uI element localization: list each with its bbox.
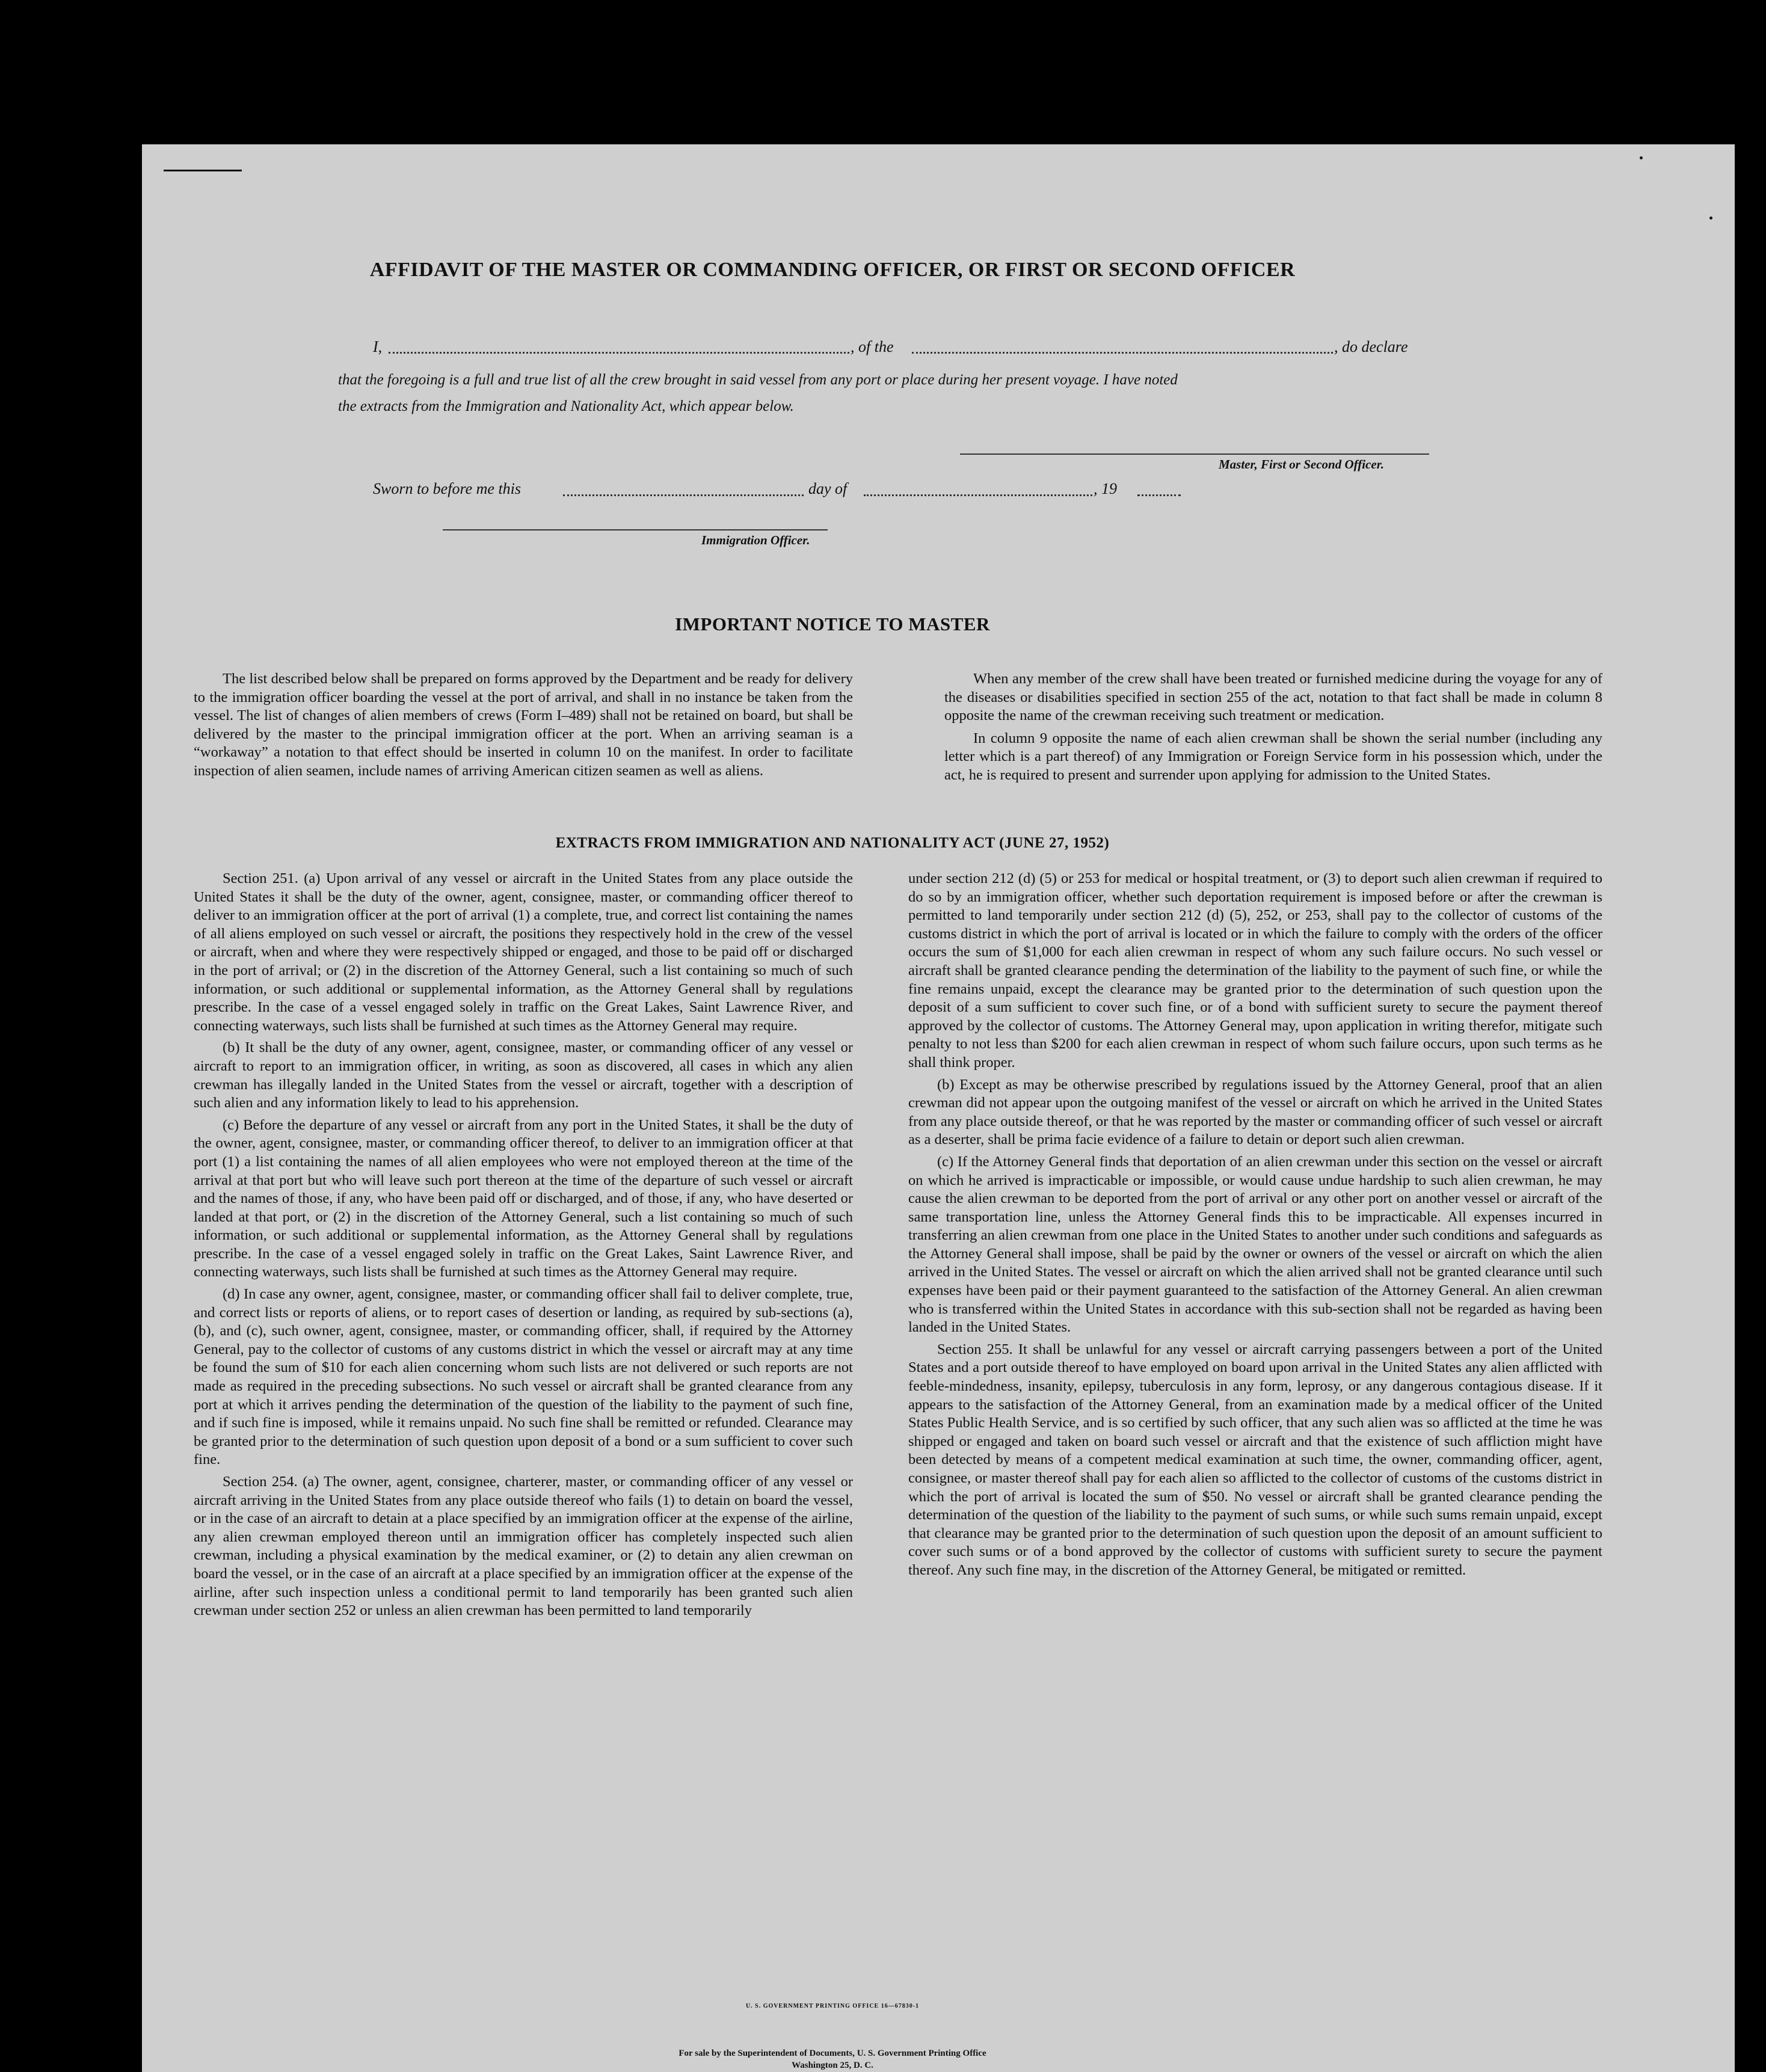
sworn-month-field[interactable]: [864, 494, 1092, 496]
sworn-day-field[interactable]: [563, 494, 804, 496]
declaration-line-2: the extracts from the Immigration and Nationality Act, which appear below.: [338, 398, 794, 414]
notice-left-column: [194, 670, 853, 781]
vessel-field[interactable]: [912, 352, 1333, 354]
notice-paragraph: The list described below shall be prepared on forms approved by the Department and be ready for delivery to the immigration officer boarding the vessel at the port of arrival, and shall in no instance be taken from the vessel. The list of changes of alien members of crews (Form I–489) shall not be retained on board, but shall be delivered by the master to the principal immigration officer at the port. When an arriving seaman is a “workaway” a notation to that effect should be inserted in column 10 on the manifest. In order to facilitate inspection of alien seamen, include names of arriving American citizen seamen as well as aliens.: [194, 671, 853, 779]
master-signature-line[interactable]: [960, 453, 1429, 455]
scan-mark: [164, 170, 242, 171]
notice-paragraph: In column 9 opposite the name of each alien crewman shall be shown the serial number (including any letter which is a part thereof) of any Immigration or Foreign Service form in his possession which, under the act, he is required to present and surrender upon applying for admission to the United States.: [944, 730, 1602, 783]
year-label: , 19: [1094, 480, 1117, 497]
extracts-right-column: [908, 870, 1602, 1580]
affidavit-page: [142, 144, 1735, 2072]
sworn-year-field[interactable]: [1137, 494, 1181, 496]
extracts-title: EXTRACTS FROM IMMIGRATION AND NATIONALITY ACT (JUNE 27, 1952): [555, 835, 1110, 851]
scan-speck: [1709, 217, 1712, 220]
day-of-label: day of: [808, 480, 848, 497]
gpo-imprint: U. S. GOVERNMENT PRINTING OFFICE 16—67830-1: [745, 2003, 920, 2009]
sale-notice-line-2: Washington 25, D. C.: [792, 2061, 873, 2070]
section-251d: (d) In case any owner, agent, consignee, master, or commanding officer shall fail to deliver complete, true, and correct lists or reports of aliens, or to report cases of desertion or landing, as required by sub-sections (a), (b), and (c), such owner, agent, consignee, master, or commanding officer, shall, if required by the Attorney General, pay to the collector of customs of any customs district in which the vessel or aircraft may at any time be found the sum of $10 for each alien concerning whom such lists are not delivered or such reports are not made as required in the preceding subsections. No such vessel or aircraft shall be granted clearance from any port at which it arrives pending the determination of the question of the liability to the payment of such fine, and if such fine is imposed, while it remains unpaid. No such fine shall be remitted or refunded. Clearance may be granted prior to the determination of such question upon deposit of a bond or a sum sufficient to cover such fine.: [194, 1286, 853, 1468]
section-251c: (c) Before the departure of any vessel or aircraft from any port in the United States, it shall be the duty of the owner, agent, consignee, master, or commanding officer thereof, to deliver to an immigration officer at that port (1) a list containing the names of all alien employees who were not employed thereon at the time of the arrival at that port but who will leave such port thereon at the time of the departure of such vessel or aircraft and the names of those, if any, who have been paid off or discharged, and of those, if any, who have deserted or landed at that port, or (2) in the discretion of the Attorney General, such a list containing so much of such information, or such additional or supplemental information, as the Attorney General shall by regulations prescribe. In the case of a vessel engaged solely in traffic on the Great Lakes, Saint Lawrence River, and connecting waterways, such lists shall be furnished at such times as the Attorney General may require.: [194, 1116, 853, 1280]
sworn-label: Sworn to before me this: [373, 480, 521, 497]
section-254b: (b) Except as may be otherwise prescribed by regulations issued by the Attorney General, proof that an alien crewman did not appear upon the outgoing manifest of the vessel or aircraft on which he arrived in the United States from any place outside thereof, or that he was reported by the master or commanding officer of such vessel or aircraft as a deserter, shall be prima facie evidence of a failure to detain or deport such alien crewman.: [908, 1076, 1602, 1148]
scan-speck: [1640, 156, 1643, 159]
officer-label: Immigration Officer.: [701, 533, 810, 547]
section-254a-continued: under section 212 (d) (5) or 253 for medical or hospital treatment, or (3) to deport such alien crewman if required to do so by an immigration officer, whether such deportation requirement is imposed before or after the crewman is permitted to land temporarily under section 212 (d) (5), 252, or 253, shall pay to the collector of customs of the customs district in which the port of arrival is located or in which the failure to comply with the orders of the officer occurs the sum of $1,000 for each alien crewman in respect of whom any such failure occurs. No such vessel or aircraft shall be granted clearance pending the determination of the liability to the payment of such fine, or while the fine remains unpaid, except the clearance may be granted prior to the determination of such question upon the deposit of a sum sufficient to cover such fine, or of a bond with sufficient surety to secure the payment thereof approved by the collector of customs. The Attorney General may, upon application in writing therefor, mitigate such penalty to not less than $200 for each alien crewman in respect of whom such failure occurs, upon such terms as he shall think proper.: [908, 870, 1602, 1071]
master-label: Master, First or Second Officer.: [1219, 457, 1384, 472]
do-declare-label: , do declare: [1334, 338, 1408, 355]
declaration-line-1: that the foregoing is a full and true list of all the crew brought in said vessel from any port or place during her present voyage. I have noted: [338, 372, 1178, 388]
notice-paragraph: When any member of the crew shall have been treated or furnished medicine during the voyage for any of the diseases or disabilities specified in section 255 of the act, notation to that fact shall be made in column 8 opposite the name of the crewman receiving such treatment or medication.: [944, 671, 1602, 724]
affidavit-title: AFFIDAVIT OF THE MASTER OR COMMANDING OFFICER, OR FIRST OR SECOND OFFICER: [369, 259, 1296, 281]
sale-notice-line-1: For sale by the Superintendent of Documents, U. S. Government Printing Office: [678, 2049, 986, 2058]
notice-right-column: [944, 670, 1602, 785]
notice-title: IMPORTANT NOTICE TO MASTER: [675, 613, 990, 635]
section-254a: Section 254. (a) The owner, agent, consignee, charterer, master, or commanding officer of any vessel or aircraft arriving in the United States from any place outside thereof who fails (1) to detain on board the vessel, or in the case of an aircraft to detain at a place specified by an immigration officer at the expense of the airline, any alien crewman employed thereon until an immigration officer has completely inspected such alien crewman, including a physical examination by the medical examiner, or (2) to detain any alien crewman on board the vessel, or in the case of an aircraft at a place specified by an immigration officer at the expense of the airline, after such inspection unless a conditional permit to land temporarily has been granted such alien crewman under section 252 or unless an alien crewman has been permitted to land temporarily: [194, 1474, 853, 1619]
section-251a: Section 251. (a) Upon arrival of any vessel or aircraft in the United States from any place outside the United States it shall be the duty of the owner, agent, consignee, master, or commanding officer thereof to deliver to an immigration officer at the port of arrival (1) a complete, true, and correct list containing the names of all aliens employed on such vessel or aircraft, the positions they respectively hold in the crew of the vessel or aircraft, when and where they were respectively shipped or engaged, and those to be paid off or discharged in the port of arrival; or (2) in the discretion of the Attorney General, such a list containing so much of such information, or such additional or supplemental information, as the Attorney General shall by regulations prescribe. In the case of a vessel engaged solely in traffic on the Great Lakes, Saint Lawrence River, and connecting waterways, such lists shall be furnished at such times as the Attorney General may require.: [194, 870, 853, 1034]
name-field[interactable]: [389, 352, 849, 354]
of-the-label: , of the: [851, 338, 894, 355]
section-251b: (b) It shall be the duty of any owner, agent, consignee, master, or commanding officer of any vessel or aircraft to report to an immigration officer, in writing, as soon as discovered, all cases in which any alien crewman has illegally landed in the United States from the vessel or aircraft, together with a description of such alien and any information likely to lead to his apprehension.: [194, 1039, 853, 1111]
officer-signature-line[interactable]: [443, 529, 828, 530]
section-254c: (c) If the Attorney General finds that deportation of an alien crewman under this section on the vessel or aircraft on which he arrived is impracticable or impossible, or would cause undue hardship to such alien crewman, he may cause the alien crewman to be deported from the port of arrival or any other port on another vessel or aircraft of the same transportation line, unless the Attorney General finds this to be impracticable. All expenses incurred in transferring an alien crewman from one place in the United States to another under such conditions and safeguards as the Attorney General shall impose, shall be paid by the owner or owners of the vessel or aircraft on which the alien arrived in the United States. The vessel or aircraft on which the alien arrived shall not be granted clearance until such expenses have been paid or their payment guaranteed to the satisfaction of the Attorney General. An alien crewman who is transferred within the United States in accordance with this sub-section shall not be regarded as having been landed in the United States.: [908, 1153, 1602, 1336]
section-255: Section 255. It shall be unlawful for any vessel or aircraft carrying passengers between a port of the United States and a port outside thereof to have employed on board upon arrival in the United States any alien afflicted with feeble-mindedness, insanity, epilepsy, tuberculosis in any form, leprosy, or any dangerous contagious disease. If it appears to the satisfaction of the Attorney General, from an examination made by a medical officer of the United States Public Health Service, and is so certified by such officer, that any such alien was so afflicted at the time he was shipped or engaged and taken on board such vessel or aircraft and that the existence of such affliction might have been detected by means of a competent medical examination at such time, the owner, commanding officer, agent, consignee, or master thereof shall pay for each alien so afflicted to the collector of customs of the customs district in which the port of arrival is located the sum of $50. No vessel or aircraft shall be granted clearance pending the determination of the question of the liability to the payment of such sums, or while such sums remain unpaid, except that clearance may be granted prior to the determination of such question upon the deposit of an amount sufficient to cover such sums or of a bond approved by the collector of customs with sufficient surety to secure the payment thereof. Any such fine may, in the discretion of the Attorney General, be mitigated or remitted.: [908, 1341, 1602, 1578]
extracts-left-column: [194, 870, 853, 1620]
i-label: I,: [373, 338, 383, 355]
